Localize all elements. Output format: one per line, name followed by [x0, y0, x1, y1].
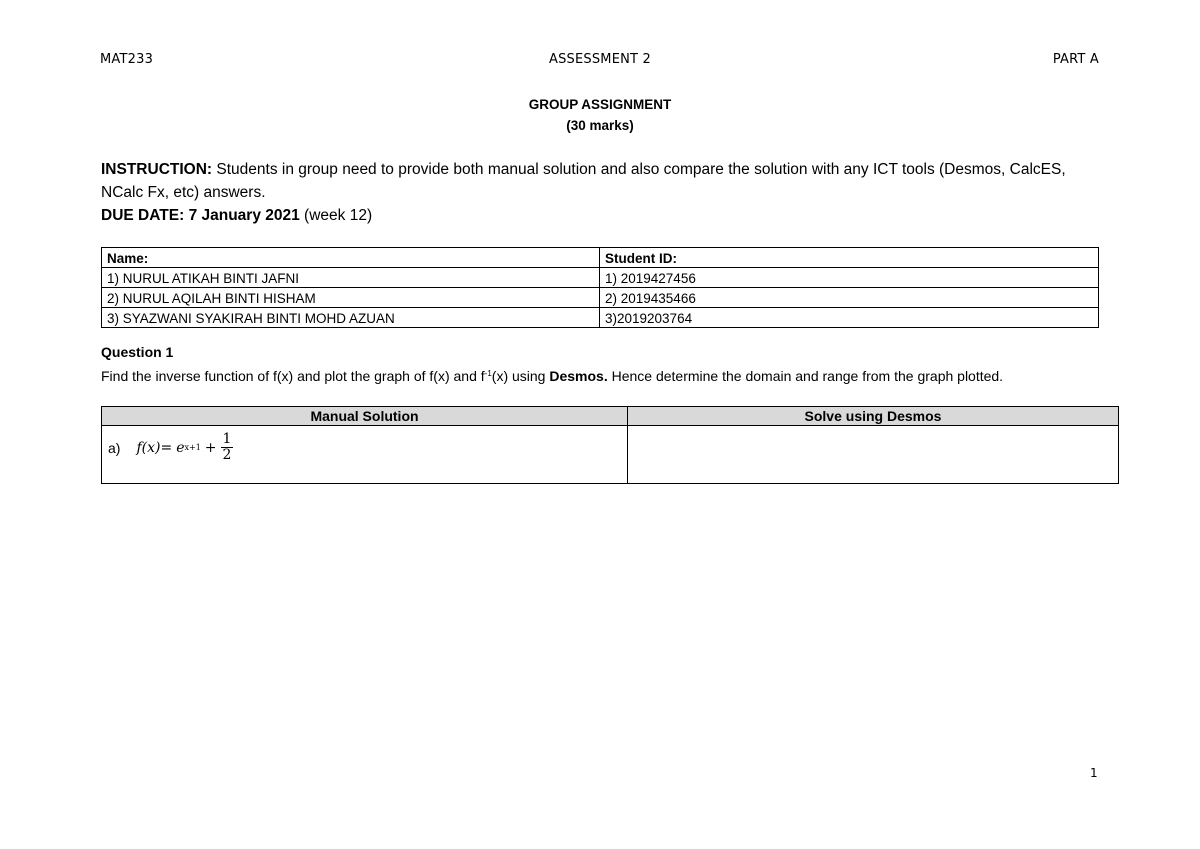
member-id: 3)2019203764 — [600, 308, 1099, 328]
member-name: 3) SYAZWANI SYAKIRAH BINTI MOHD AZUAN — [102, 308, 600, 328]
name-header: Name: — [102, 248, 600, 268]
member-id: 2) 2019435466 — [600, 288, 1099, 308]
inverse-superscript: -1 — [484, 369, 492, 378]
table-row — [102, 308, 1099, 328]
marks-subtitle: (30 marks) — [566, 118, 634, 133]
desmos-header: Solve using Desmos — [628, 407, 1119, 426]
question-text — [101, 364, 1081, 386]
page-number: 1 — [1090, 766, 1098, 780]
formula-plus: + — [204, 439, 217, 456]
members-header-row — [102, 248, 1099, 268]
fraction-numerator: 1 — [222, 431, 232, 447]
formula-exponent: x+1 — [184, 443, 201, 452]
due-date-paragraph — [101, 204, 1111, 227]
solution-header-row — [102, 407, 1119, 426]
part-label: a) — [108, 439, 121, 456]
question-text-after: Hence determine the domain and range from the graph plotted. — [611, 368, 1004, 384]
due-date-value: 7 January 2021 — [188, 207, 300, 224]
fraction-denominator: 2 — [222, 447, 232, 463]
instruction-label: INSTRUCTION: — [101, 161, 213, 178]
question-text-middle: (x) using — [491, 368, 546, 384]
solution-table — [101, 406, 1119, 484]
formula-lhs: f(x)= — [136, 439, 173, 456]
header-assessment: ASSESSMENT 2 — [548, 52, 651, 67]
due-date-week: (week 12) — [304, 207, 373, 224]
question-text-before: Find the inverse function of f(x) and plot the graph of f(x) and f — [101, 368, 485, 384]
member-id: 1) 2019427456 — [600, 268, 1099, 288]
formula-base: e — [176, 439, 185, 456]
formula-line — [102, 426, 627, 463]
desmos-answer-cell — [628, 426, 1119, 484]
member-name: 1) NURUL ATIKAH BINTI JAFNI — [102, 268, 600, 288]
page-title: GROUP ASSIGNMENT — [528, 97, 672, 112]
function-formula — [136, 432, 233, 463]
member-name: 2) NURUL AQILAH BINTI HISHAM — [102, 288, 600, 308]
table-row — [102, 288, 1099, 308]
instruction-paragraph — [101, 158, 1111, 204]
question-title: Question 1 — [101, 344, 174, 360]
header-course-code: MAT233 — [100, 52, 154, 67]
fraction — [221, 432, 234, 463]
instruction-text: Students in group need to provide both manual solution and also compare the solution with any ICT tools (Desmos, CalcES, NCalc Fx, etc) answers. — [101, 161, 1066, 201]
table-row — [102, 426, 1119, 484]
student-id-header: Student ID: — [600, 248, 1099, 268]
manual-solution-cell — [102, 426, 628, 484]
question-tool: Desmos. — [549, 368, 608, 384]
table-row — [102, 268, 1099, 288]
due-date-label: DUE DATE: — [101, 207, 185, 224]
members-table — [101, 247, 1099, 328]
manual-solution-header: Manual Solution — [102, 407, 628, 426]
header-part: PART A — [1052, 52, 1099, 67]
